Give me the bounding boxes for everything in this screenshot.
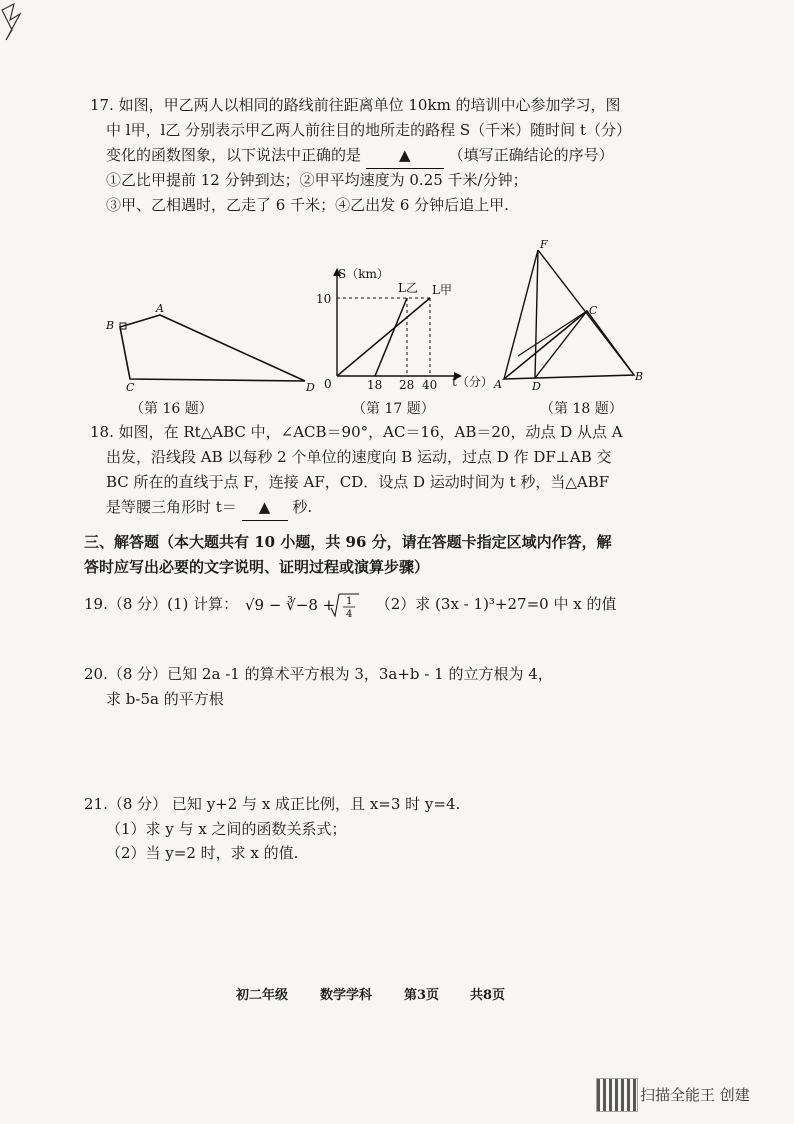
fig18-label-f: F <box>540 238 548 251</box>
fig18-triangle-abc <box>504 311 634 379</box>
fig17-line-jia <box>337 298 430 376</box>
fig17-x-axis-label: t（分） <box>452 375 493 389</box>
footer-grade: 初二年级 <box>236 988 289 1003</box>
fig17-origin-label: 0 <box>324 377 332 391</box>
fig17-y-axis-label: S（km） <box>338 267 389 281</box>
fig18-line-extra <box>518 311 587 356</box>
q19-head: 19.（8 分）(1) 计算： <box>84 595 239 613</box>
q19-part2: （2）求 (3x - 1)³+27=0 中 x 的值 <box>375 595 617 613</box>
q19-expression <box>243 590 363 620</box>
fig18-line-fd <box>535 250 538 378</box>
fig18-line-fa <box>504 250 538 379</box>
q20-line1: 20.（8 分）已知 2a -1 的算术平方根为 3，3a+b - 1 的立方根为 4， <box>84 665 553 683</box>
q21-line1: 21.（8 分） 已知 y+2 与 x 成正比例，且 x=3 时 y=4. <box>84 795 461 813</box>
figure-18 <box>492 236 652 396</box>
fig17-caption: （第 17 题） <box>352 401 435 417</box>
fig17-label-l-jia: L甲 <box>432 283 452 297</box>
q18-line4-pre: 是等腰三角形时 t＝ <box>106 498 237 516</box>
footer-page: 第3页 <box>404 988 440 1003</box>
q18-line2: 出发，沿线段 AB 以每秒 2 个单位的速度向 B 运动，过点 D 作 DF⊥AB 交 <box>106 448 612 466</box>
fig17-line-yi <box>375 298 407 376</box>
fig16-quadrilateral <box>120 315 305 381</box>
watermark-text: 扫描全能王 创建 <box>640 1086 750 1104</box>
footer-subject: 数学学科 <box>320 988 373 1003</box>
svg-text:4: 4 <box>345 609 353 620</box>
q17-line4: ①乙比甲提前 12 分钟到达；②甲平均速度为 0.25 千米/分钟； <box>106 171 528 189</box>
fig17-x-tick-28: 28 <box>399 378 415 392</box>
fig16-label-a: A <box>156 302 164 315</box>
scan-corner-mark <box>0 0 30 60</box>
fig17-x-tick-18: 18 <box>367 378 383 392</box>
watermark-qr-icon <box>596 1078 638 1112</box>
q17-answer-blank: ▲ <box>366 143 444 169</box>
fig17-label-l-yi: L乙 <box>398 281 418 295</box>
svg-text:√9 − ∛−8 +: √9 − ∛−8 + <box>244 596 336 614</box>
fig17-y-tick-10: 10 <box>316 292 332 306</box>
q17-line2: 中 l甲，l乙 分别表示甲乙两人前往目的地所走的路程 S（千米）随时间 t（分） <box>106 121 631 139</box>
fig16-label-b: B <box>106 319 115 332</box>
figure-17-graph <box>310 262 500 397</box>
q20-line2: 求 b-5a 的平方根 <box>106 690 224 708</box>
q17-line3-pre: 变化的函数图象，以下说法中正确的是 <box>106 146 362 164</box>
q17-line3-post: （填写正确结论的序号） <box>448 146 614 164</box>
fig18-label-a: A <box>494 378 502 391</box>
q21-line2: （1）求 y 与 x 之间的函数关系式； <box>106 820 347 838</box>
q18-answer-blank: ▲ <box>242 495 288 521</box>
q17-line3 <box>106 143 614 169</box>
q18-line4 <box>106 495 312 521</box>
q17-line1: 17. 如图，甲乙两人以相同的路线前往距离单位 10km 的培训中心参加学习，图 <box>90 96 621 114</box>
fig18-label-b: B <box>635 370 644 383</box>
q19-line <box>84 590 616 620</box>
figure-16 <box>100 295 320 395</box>
svg-text:1: 1 <box>345 596 353 607</box>
fig18-label-c: C <box>589 304 598 317</box>
q18-line3: BC 所在的直线于点 F，连接 AF，CD．设点 D 运动时间为 t 秒，当△ABF <box>106 473 610 491</box>
q17-line5: ③甲、乙相遇时，乙走了 6 千米；④乙出发 6 分钟后追上甲. <box>106 196 509 214</box>
fig18-caption: （第 18 题） <box>540 401 623 417</box>
q21-line3: （2）当 y=2 时，求 x 的值. <box>106 844 299 862</box>
q18-line1: 18. 如图，在 Rt△ABC 中，∠ACB＝90°，AC＝16，AB＝20，动点 D 从点 A <box>90 423 623 441</box>
section3-heading-line1: 三、解答题（本大题共有 10 小题，共 96 分，请在答题卡指定区域内作答，解 <box>84 533 612 551</box>
fig16-label-c: C <box>126 381 135 394</box>
fig16-label-d: D <box>306 381 315 394</box>
fig17-x-tick-40: 40 <box>422 378 438 392</box>
footer-total: 共8页 <box>470 988 506 1003</box>
section3-heading-line2: 答时应写出必要的文字说明、证明过程或演算步骤） <box>84 558 430 576</box>
fig16-caption: （第 16 题） <box>130 401 213 417</box>
fig18-label-d: D <box>532 380 541 393</box>
fig18-line-dc <box>535 311 587 378</box>
q18-line4-post: 秒. <box>292 498 313 516</box>
